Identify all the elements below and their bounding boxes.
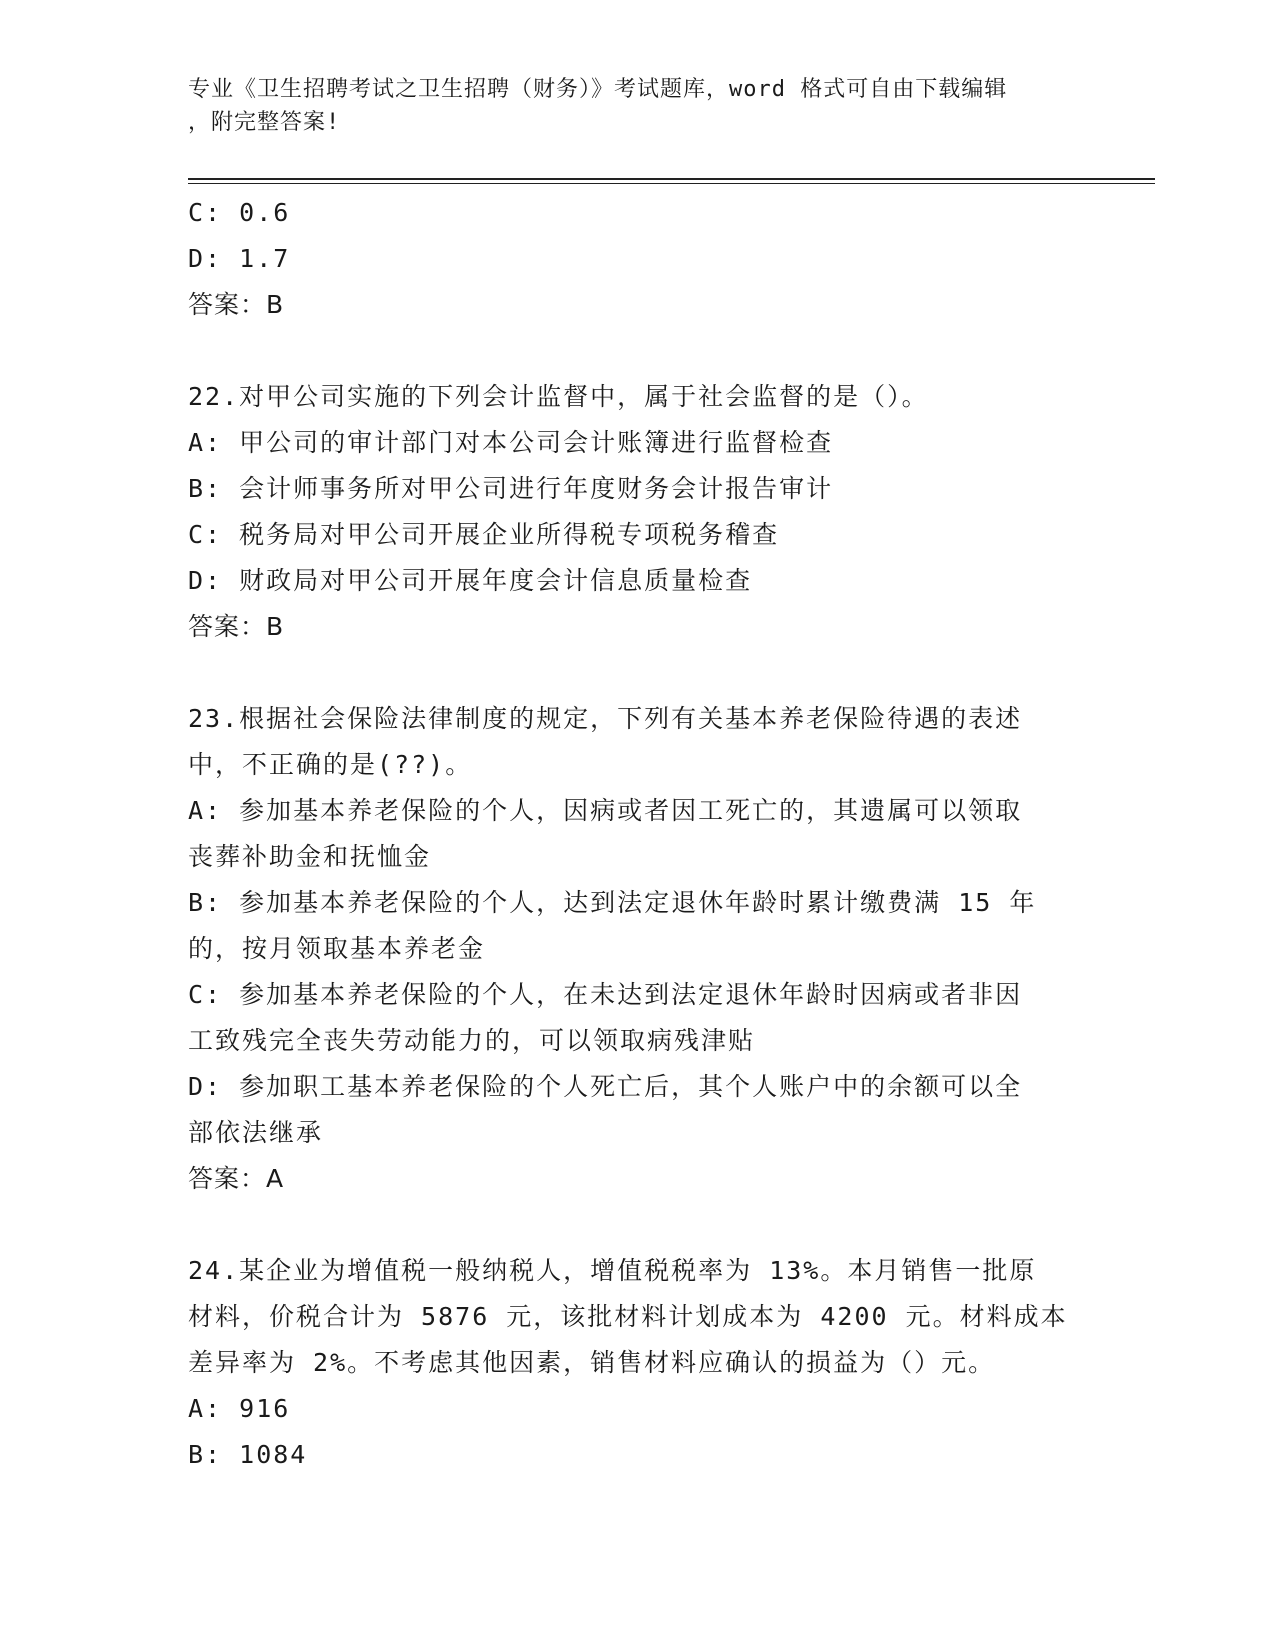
option-a: A: 甲公司的审计部门对本公司会计账簿进行监督检查 <box>188 428 834 457</box>
question-list <box>188 190 1088 1478</box>
header-line-1: 专业《卫生招聘考试之卫生招聘（财务）》考试题库，word 格式可自由下载编辑 <box>188 77 1008 102</box>
option-c-line-2: 工致残完全丧失劳动能力的，可以领取病残津贴 <box>188 1026 756 1055</box>
answer: 答案：B <box>188 290 285 319</box>
option-d-line-1: D: 参加职工基本养老保险的个人死亡后，其个人账户中的余额可以全 <box>188 1072 1023 1101</box>
spacer <box>188 1202 1088 1248</box>
option-b-line-1: B: 参加基本养老保险的个人，达到法定退休年龄时累计缴费满 15 年 <box>188 888 1037 917</box>
option-d: D: 财政局对甲公司开展年度会计信息质量检查 <box>188 566 753 595</box>
header-line-2: ，附完整答案! <box>188 110 341 135</box>
question-22 <box>188 374 1088 650</box>
question-23 <box>188 696 1088 1202</box>
option-a: A: 916 <box>188 1394 291 1423</box>
question-stem: 22.对甲公司实施的下列会计监督中，属于社会监督的是（）。 <box>188 382 929 411</box>
header-divider-thin <box>188 183 1155 184</box>
question-21-tail <box>188 190 1088 328</box>
question-stem-line-2: 中，不正确的是(??)。 <box>188 750 473 779</box>
option-b-line-2: 的，按月领取基本养老金 <box>188 934 486 963</box>
question-24 <box>188 1248 1088 1478</box>
option-c: C: 税务局对甲公司开展企业所得税专项税务稽查 <box>188 520 780 549</box>
option-c-line-1: C: 参加基本养老保险的个人，在未达到法定退休年龄时因病或者非因 <box>188 980 1023 1009</box>
document-header <box>188 73 1068 139</box>
spacer <box>188 328 1088 374</box>
question-stem-line-3: 差异率为 2%。不考虑其他因素，销售材料应确认的损益为（）元。 <box>188 1348 996 1377</box>
option-d: D: 1.7 <box>188 244 291 273</box>
answer: 答案：A <box>188 1164 285 1193</box>
spacer <box>188 650 1088 696</box>
option-b: B: 1084 <box>188 1440 308 1469</box>
option-d-line-2: 部依法继承 <box>188 1118 324 1147</box>
option-a-line-2: 丧葬补助金和抚恤金 <box>188 842 432 871</box>
option-b: B: 会计师事务所对甲公司进行年度财务会计报告审计 <box>188 474 834 503</box>
question-stem-line-1: 23.根据社会保险法律制度的规定，下列有关基本养老保险待遇的表述 <box>188 704 1023 733</box>
header-divider-thick <box>188 178 1155 180</box>
question-stem-line-2: 材料，价税合计为 5876 元，该批材料计划成本为 4200 元。材料成本 <box>188 1302 1068 1331</box>
question-stem-line-1: 24.某企业为增值税一般纳税人，增值税税率为 13%。本月销售一批原 <box>188 1256 1037 1285</box>
option-c: C: 0.6 <box>188 198 291 227</box>
option-a-line-1: A: 参加基本养老保险的个人，因病或者因工死亡的，其遗属可以领取 <box>188 796 1023 825</box>
answer: 答案：B <box>188 612 285 641</box>
